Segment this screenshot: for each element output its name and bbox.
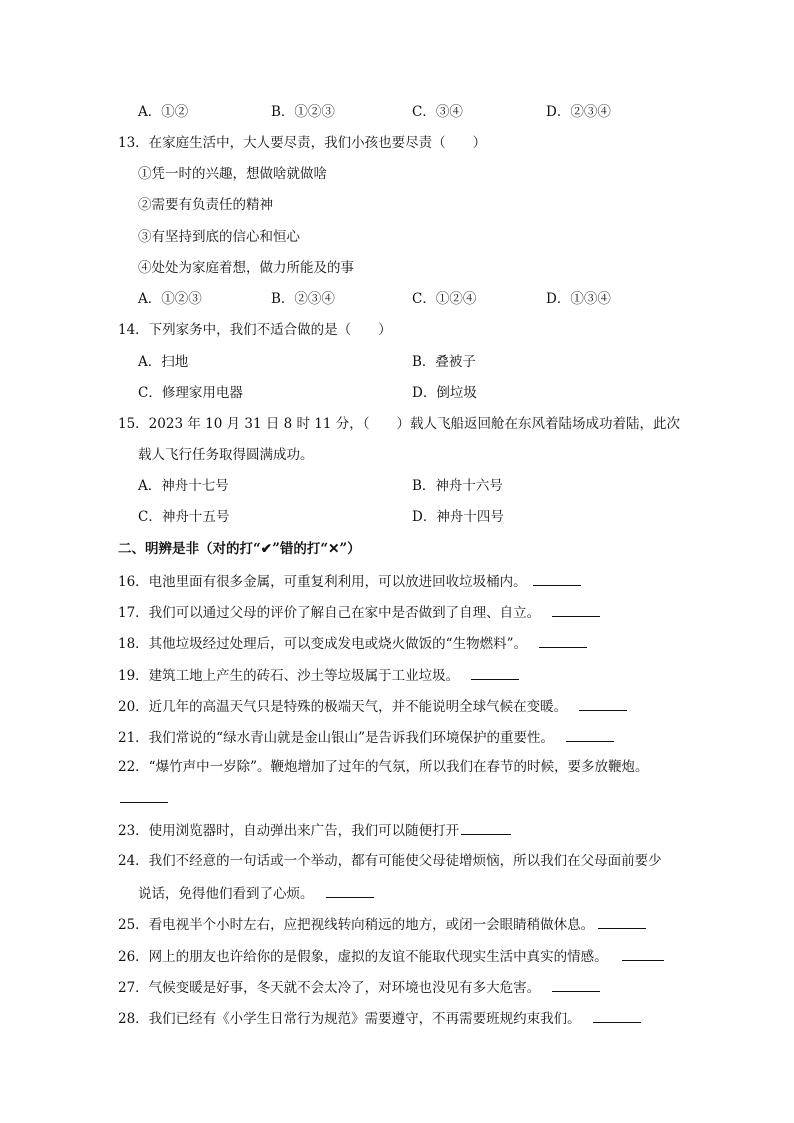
q13-option-b: B．②③④	[271, 291, 335, 307]
tf-item-16	[118, 571, 581, 591]
tf-item-20	[118, 696, 627, 716]
answer-blank-27[interactable]	[552, 977, 600, 992]
tf-item-24-text-line1: 24．我们不经意的一句话或一个举动，都有可能使父母徒增烦恼，所以我们在父母面前要少	[118, 853, 662, 869]
q15-option-b: B．神舟十六号	[412, 478, 503, 494]
answer-blank-23[interactable]	[461, 820, 511, 835]
q13-option-c: C．①②④	[412, 291, 477, 307]
answer-blank-25[interactable]	[598, 914, 646, 929]
answer-blank-18[interactable]	[539, 633, 587, 648]
tf-item-16-text: 16．电池里面有很多金属，可重复利利用，可以放进回收垃圾桶内。	[118, 574, 527, 590]
answer-blank-17[interactable]	[552, 602, 600, 617]
answer-blank-22[interactable]	[120, 788, 168, 803]
q13-item-1: ①凭一时的兴趣，想做啥就做啥	[138, 166, 327, 182]
q12-option-a: A．①②	[138, 104, 189, 120]
q15-stem-line1: 15．2023 年 10 月 31 日 8 时 11 分，（ ）载人飞船返回舱在东风着陆场成功着陆，此次	[118, 416, 681, 432]
q13-option-d: D．①③④	[546, 291, 611, 307]
tf-item-24	[138, 883, 374, 903]
tf-item-18-text: 18．其他垃圾经过处理后，可以变成发电或烧火做饭的“生物燃料”。	[118, 636, 527, 652]
q13-item-4: ④处处为家庭着想，做力所能及的事	[138, 260, 354, 276]
tf-item-24-text-line2: 说话，免得他们看到了心烦。	[138, 886, 314, 902]
q15-option-c: C．神舟十五号	[138, 509, 230, 525]
q14-option-c: C．修理家用电器	[138, 385, 243, 401]
tf-item-17	[118, 602, 600, 622]
q14-option-a: A．扫地	[138, 354, 189, 370]
q12-option-d: D．②③④	[546, 104, 611, 120]
q14-stem: 14．下列家务中，我们不适合做的是（ ）	[118, 322, 392, 338]
tf-item-23	[118, 820, 511, 840]
q15-stem-line2: 载人飞行任务取得圆满成功。	[138, 447, 314, 463]
q13-option-a: A．①②③	[138, 291, 202, 307]
tf-item-18	[118, 633, 587, 653]
tf-item-21-text: 21．我们常说的“绿水青山就是金山银山”是告诉我们环境保护的重要性。	[118, 730, 554, 746]
answer-blank-24[interactable]	[326, 883, 374, 898]
section-2-title: 二、明辨是非（对的打“✔”错的打“✕”）	[118, 541, 361, 557]
q13-stem: 13．在家庭生活中，大人要尽责，我们小孩也要尽责（ ）	[118, 135, 487, 151]
q14-option-b: B．叠被子	[412, 354, 476, 370]
tf-item-28	[118, 1008, 641, 1028]
answer-blank-16[interactable]	[533, 571, 581, 586]
tf-item-27-text: 27．气候变暖是好事，冬天就不会太冷了，对环境也没见有多大危害。	[118, 980, 541, 996]
tf-item-26	[118, 946, 664, 966]
q12-option-b: B．①②③	[271, 104, 335, 120]
tf-item-20-text: 20．近几年的高温天气只是特殊的极端天气，并不能说明全球气候在变暖。	[118, 699, 568, 715]
answer-blank-26[interactable]	[622, 946, 664, 961]
tf-item-26-text: 26．网上的朋友也许给你的是假象，虚拟的友谊不能取代现实生活中真实的情感。	[118, 949, 608, 965]
q15-option-d: D．神舟十四号	[412, 509, 504, 525]
answer-blank-28[interactable]	[593, 1008, 641, 1023]
q15-option-a: A．神舟十七号	[138, 478, 229, 494]
tf-item-22-text: 22．“爆竹声中一岁除”。鞭炮增加了过年的气氛，所以我们在春节的时候，要多放鞭炮。	[118, 759, 649, 775]
tf-item-21	[118, 727, 614, 747]
tf-item-19	[118, 665, 519, 685]
tf-item-27	[118, 977, 600, 997]
answer-blank-20[interactable]	[579, 696, 627, 711]
tf-item-17-text: 17．我们可以通过父母的评价了解自己在家中是否做到了自理、自立。	[118, 605, 541, 621]
q12-option-c: C．③④	[412, 104, 463, 120]
q13-item-3: ③有坚持到底的信心和恒心	[138, 229, 300, 245]
tf-item-25	[118, 914, 646, 934]
tf-item-25-text: 25．看电视半个小时左右，应把视线转向稍远的地方，或闭一会眼睛稍做休息。	[118, 917, 595, 933]
tf-item-19-text: 19．建筑工地上产生的砖石、沙土等垃圾属于工业垃圾。	[118, 668, 460, 684]
q14-option-d: D．倒垃圾	[412, 385, 477, 401]
answer-blank-19[interactable]	[471, 665, 519, 680]
tf-item-23-text: 23．使用浏览器时，自动弹出来广告，我们可以随便打开	[118, 823, 460, 839]
answer-blank-21[interactable]	[566, 727, 614, 742]
q13-item-2: ②需要有负责任的精神	[138, 197, 273, 213]
tf-item-28-text: 28．我们已经有《小学生日常行为规范》需要遵守，不再需要班规约束我们。	[118, 1011, 581, 1027]
